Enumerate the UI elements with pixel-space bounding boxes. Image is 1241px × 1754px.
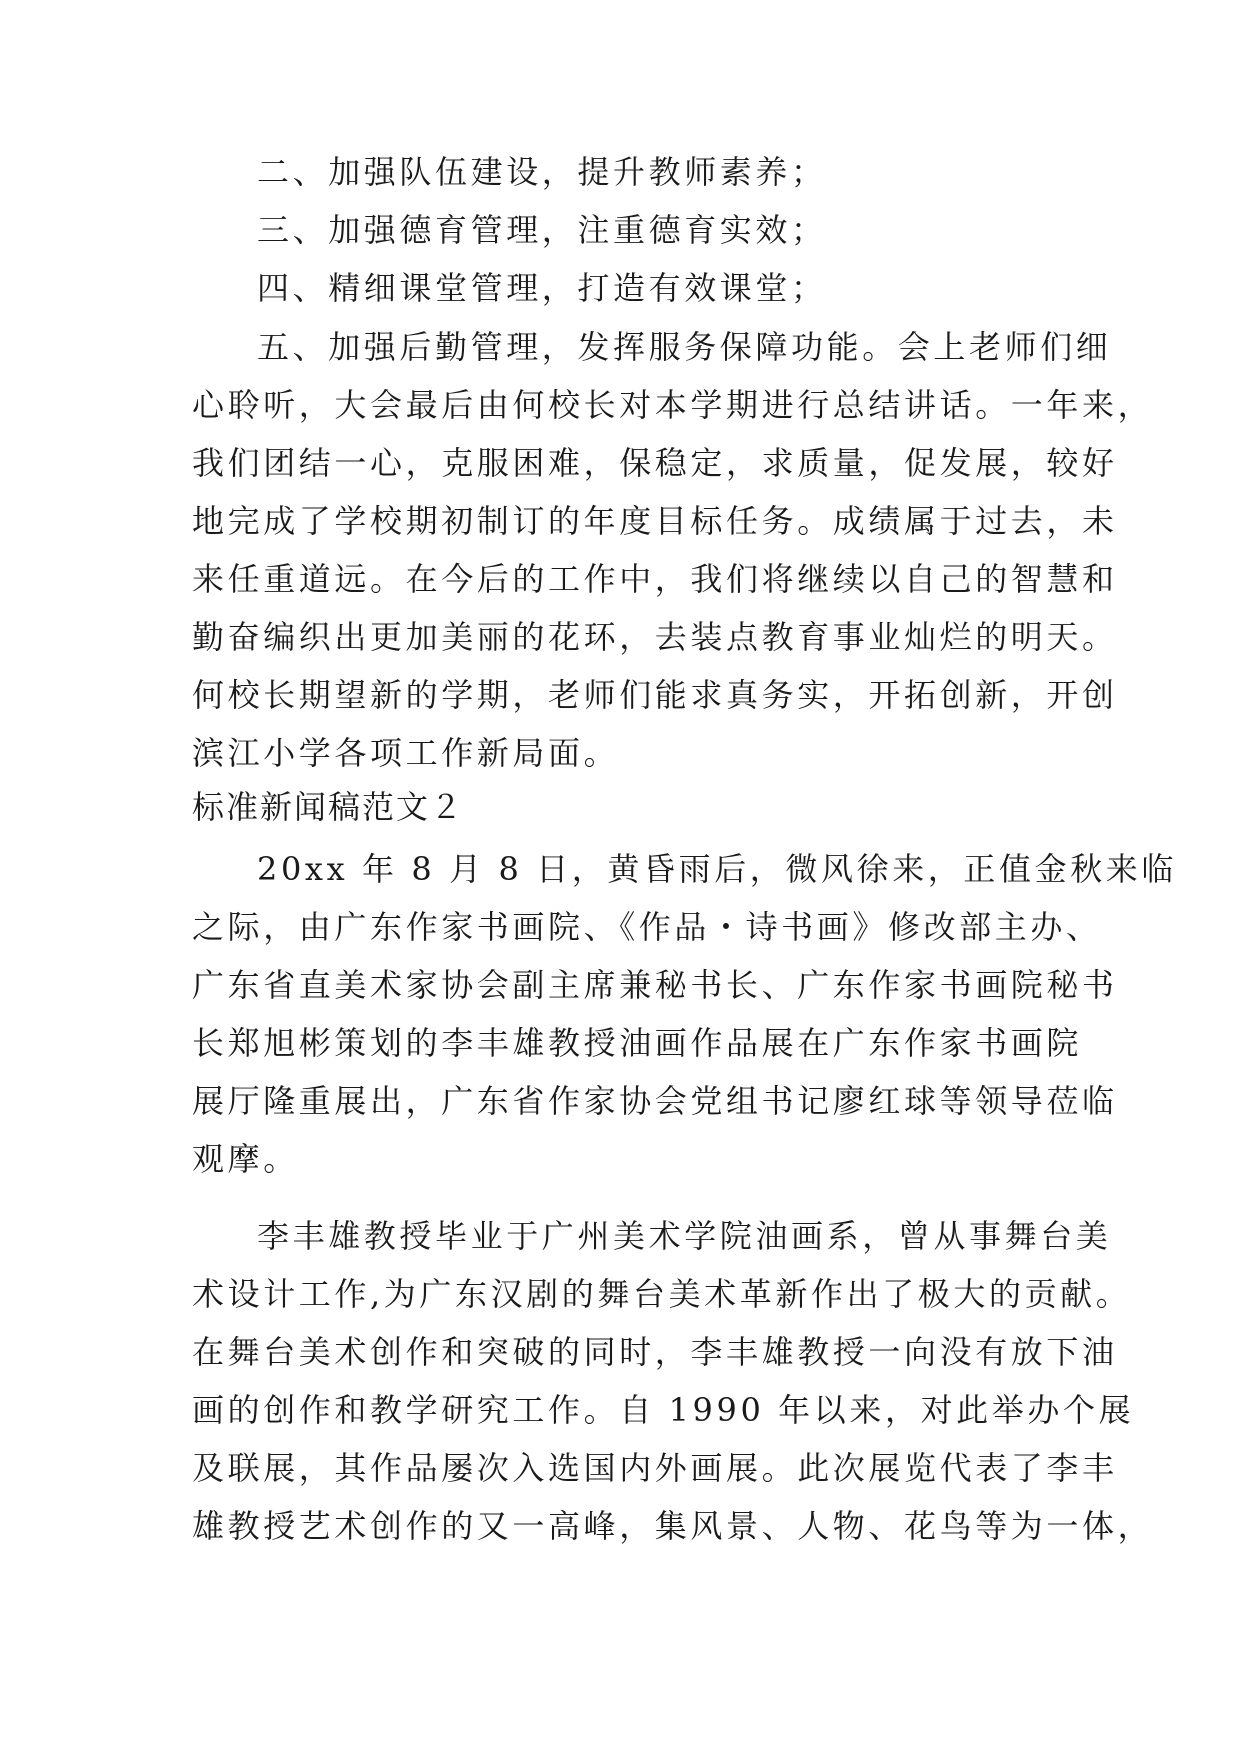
text-line: 雄教授艺术创作的又一高峰，集风景、人物、花鸟等为一体， — [192, 1507, 1154, 1545]
text-line: 勤奋编织出更加美丽的花环，去装点教育事业灿烂的明天。 — [192, 618, 1118, 656]
text-line: 地完成了学校期初制订的年度目标任务。成绩属于过去，未 — [192, 502, 1118, 540]
text-line: 五、加强后勤管理，发挥服务保障功能。会上老师们细 — [257, 328, 1112, 366]
text-line: 滨江小学各项工作新局面。 — [192, 734, 620, 772]
text-line: 三、加强德育管理，注重德育实效； — [257, 211, 827, 249]
text-line: 画的创作和教学研究工作。自 1990 年以来，对此举办个展 — [192, 1391, 1135, 1429]
text-line: 在舞台美术创作和突破的同时，李丰雄教授一向没有放下油 — [192, 1333, 1118, 1371]
text-line: 何校长期望新的学期，老师们能求真务实，开拓创新，开创 — [192, 676, 1118, 714]
text-line: 我们团结一心，克服困难，保稳定，求质量，促发展，较好 — [192, 444, 1118, 482]
text-line: 及联展，其作品屡次入选国内外画展。此次展览代表了李丰 — [192, 1449, 1118, 1487]
text-line: 长郑旭彬策划的李丰雄教授油画作品展在广东作家书画院 — [192, 1024, 1083, 1062]
text-line: 李丰雄教授毕业于广州美术学院油画系，曾从事舞台美 — [257, 1217, 1112, 1255]
text-line: 心聆听，大会最后由何校长对本学期进行总结讲话。一年来， — [192, 386, 1154, 424]
text-line: 四、精细课堂管理，打造有效课堂； — [257, 269, 827, 307]
text-line: 之际，由广东作家书画院、《作品・诗书画》修改部主办、 — [192, 908, 1102, 946]
text-line: 术设计工作,为广东汉剧的舞台美术革新作出了极大的贡献。 — [192, 1275, 1132, 1313]
text-line: 二、加强队伍建设，提升教师素养； — [257, 153, 827, 191]
text-line: 观摩。 — [192, 1140, 299, 1178]
text-line: 展厅隆重展出，广东省作家协会党组书记廖红球等领导莅临 — [192, 1082, 1118, 1120]
section-heading: 标准新闻稿范文２ — [192, 788, 465, 826]
text-line: 20xx 年 8 月 8 日，黄昏雨后，微风徐来，正值金秋来临 — [257, 850, 1177, 888]
text-line: 广东省直美术家协会副主席兼秘书长、广东作家书画院秘书 — [192, 966, 1118, 1004]
text-line: 来任重道远。在今后的工作中，我们将继续以自己的智慧和 — [192, 560, 1118, 598]
